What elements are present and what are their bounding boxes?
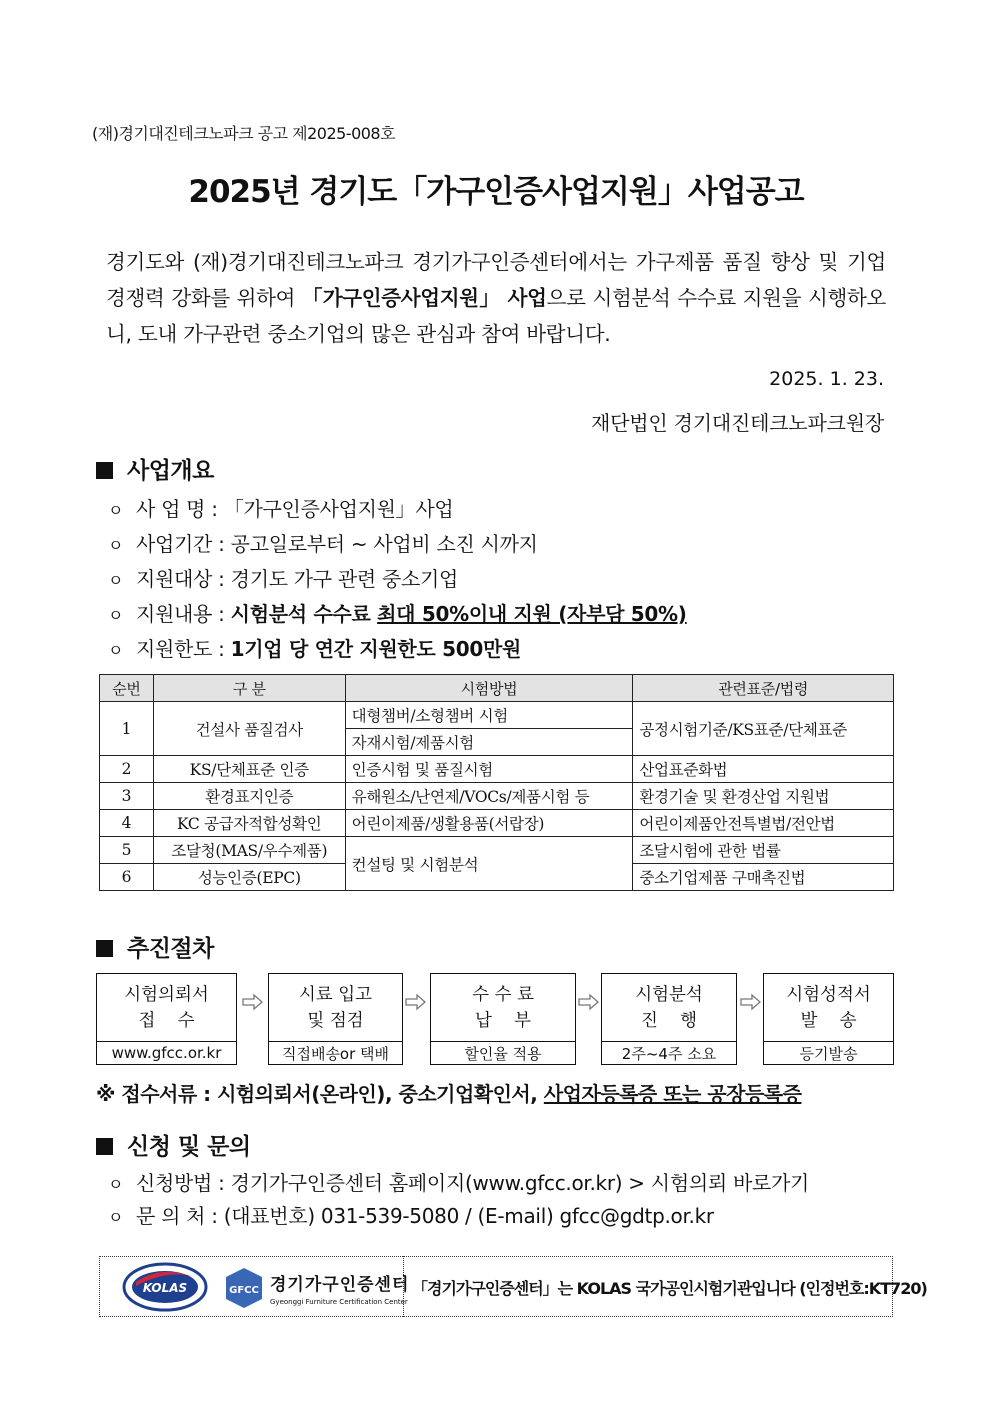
circle-bullet-icon: ㅇ [108,536,124,555]
square-bullet-icon [96,1138,113,1155]
cell-method: 대형챔버/소형챔버 시험 [345,702,633,729]
cell-no: 2 [100,756,154,783]
step-sub: www.gfcc.or.kr [111,1044,222,1062]
page-title: 2025년 경기도「가구인증사업지원」사업공고 [188,174,804,210]
table-row [100,783,894,810]
item-label: 지원내용 [136,602,213,626]
issuer: 재단법인 경기대진테크노파크원장 [591,411,884,435]
step-title: 시험분석 [635,984,703,1005]
cell-category: 건설사 품질검사 [153,702,345,756]
cell-standard: 중소기업제품 구매촉진법 [633,864,894,891]
square-bullet-icon [96,462,113,479]
announcement-date: 2025. 1. 23. [769,368,884,390]
note-underline: 사업자등록증 또는 공장등록증 [543,1082,802,1106]
colon: : [218,1171,225,1195]
cell-category: 환경표지인증 [153,783,345,810]
section-heading-contact [96,1128,251,1161]
cell-category: 성능인증(EPC) [153,864,345,891]
overview-item-name [108,493,453,522]
procedure-step-2 [268,973,403,1065]
circle-bullet-icon: ㅇ [108,1175,124,1194]
step-title-2: 진 행 [640,1010,698,1031]
circle-bullet-icon: ㅇ [108,571,124,590]
cell-category: KC 공급자적합성확인 [153,810,345,837]
cell-method: 어린이제품/생활용품(서랍장) [345,810,633,837]
section-title: 추진절차 [127,936,214,962]
step-title-2: 납 부 [474,1010,532,1031]
overview-item-target [108,563,458,592]
intro-bold: 「가구인증사업지원」 사업 [301,286,547,310]
required-documents-note [96,1078,801,1107]
circle-bullet-icon: ㅇ [108,641,124,660]
table-row [100,702,894,729]
table-row [100,756,894,783]
cell-category: KS/단체표준 인증 [153,756,345,783]
contact-item-inquiry [108,1200,714,1229]
item-label: 신청방법 [136,1171,213,1195]
cell-no: 6 [100,864,154,891]
cell-category: 조달청(MAS/우수제품) [153,837,345,864]
table-row [100,837,894,864]
cell-standard: 환경기술 및 환경산업 지원법 [633,783,894,810]
cell-method: 자재시험/제품시험 [345,729,633,756]
step-sub: 2주~4주 소요 [621,1044,717,1063]
arrow-right-icon [405,993,427,1011]
cell-no: 3 [100,783,154,810]
circle-bullet-icon: ㅇ [108,606,124,625]
step-title-2: 및 점검 [307,1010,364,1031]
colon: : [211,497,218,521]
cell-no: 1 [100,702,154,756]
col-header-method: 시험방법 [345,675,633,702]
item-value: 경기가구인증센터 홈페이지(www.gfcc.or.kr) > 시험의뢰 바로가기 [230,1171,810,1195]
gfcc-logo-icon [222,1266,266,1310]
cell-standard: 어린이제품안전특별법/전안법 [633,810,894,837]
step-sub: 할인율 적용 [464,1044,542,1063]
cell-standard: 조달시험에 관한 법률 [633,837,894,864]
cell-standard: 산업표준화법 [633,756,894,783]
col-header-no: 순번 [100,675,154,702]
item-value-underline: 최대 50%이내 지원 (자부담 50%) [377,602,687,626]
step-title-2: 발 송 [800,1010,857,1031]
circle-bullet-icon: ㅇ [108,501,124,520]
kolas-statement: 「경기가구인증센터」는 KOLAS 국가공인시험기관입니다 (인정번호:KT720) [412,1279,927,1298]
step-title: 수 수 료 [472,984,534,1005]
item-label: 문 의 처 [136,1204,206,1228]
item-value-bold: 1기업 당 연간 지원한도 500만원 [230,637,522,661]
item-value: 「가구인증사업지원」사업 [223,497,454,521]
intro-text-2: 으로 시험분석 수수료 지원을 시행하오니, 도내 가구관련 중소기업의 많은 관심과 참여 바랍니다. [106,286,886,346]
colon: : [218,532,225,556]
note-text: ※ 접수서류 : 시험의뢰서(온라인), 중소기업확인서, [96,1082,544,1106]
circle-bullet-icon: ㅇ [108,1208,124,1227]
colon: : [218,567,225,591]
colon: : [218,637,225,661]
cell-method: 유해원소/난연제/VOCs/제품시험 등 [345,783,633,810]
arrow-right-icon [740,993,762,1011]
procedure-step-5 [763,973,894,1065]
section-heading-procedure [96,930,214,963]
step-sub: 등기발송 [799,1044,858,1063]
col-header-standard: 관련표준/법령 [633,675,894,702]
item-label: 사 업 명 [136,497,206,521]
item-value: (대표번호) 031-539-5080 / (E-mail) gfcc@gdtp.or.kr [223,1204,714,1228]
item-label: 지원한도 [136,637,213,661]
kolas-logo-icon [122,1262,208,1312]
overview-item-period [108,528,538,557]
cell-no: 4 [100,810,154,837]
overview-item-limit [108,633,521,662]
col-header-category: 구 분 [153,675,345,702]
section-heading-overview [96,452,214,485]
square-bullet-icon [96,940,113,957]
standards-table [99,674,894,891]
cell-standard: 공정시험기준/KS표준/단체표준 [633,702,894,756]
table-header-row [100,675,894,702]
gfcc-subtitle: Gyeonggi Furniture Certification Center [270,1298,408,1306]
arrow-right-icon [578,993,600,1011]
item-value: 경기도 가구 관련 중소기업 [230,567,459,591]
cell-no: 5 [100,837,154,864]
contact-item-apply [108,1167,809,1196]
gfcc-name: 경기가구인증센터 [270,1275,410,1295]
item-label: 사업기간 [136,532,213,556]
cell-method: 인증시험 및 품질시험 [345,756,633,783]
procedure-step-3 [430,973,576,1065]
intro-text-1: 경기도와 (재)경기대진테크노파크 경기가구인증센터에서는 가구제품 품질 향상 및 기업 경쟁력 강화를 위하여 [106,250,886,310]
arrow-right-icon [242,993,264,1011]
overview-item-content [108,598,687,627]
step-title-2: 접 수 [138,1010,195,1031]
step-sub: 직접배송or 택배 [281,1044,390,1063]
procedure-step-4 [601,973,737,1065]
step-title: 시험성적서 [786,984,871,1005]
step-title: 시험의뢰서 [124,984,209,1005]
section-title: 사업개요 [127,458,214,484]
svg-text:KOLAS: KOLAS [142,1281,188,1295]
procedure-step-1 [96,973,237,1065]
section-title: 신청 및 문의 [127,1134,251,1160]
svg-text:GFCC: GFCC [229,1285,259,1296]
notice-number: (재)경기대진테크노파크 공고 제2025-008호 [92,124,396,143]
cell-method: 컨설팅 및 시험분석 [345,837,633,891]
item-label: 지원대상 [136,567,213,591]
colon: : [218,602,225,626]
item-value: 공고일로부터 ~ 사업비 소진 시까지 [230,532,538,556]
item-value-bold: 시험분석 수수료 [230,602,378,626]
intro-paragraph [106,244,886,352]
step-title: 시료 입고 [298,984,373,1005]
table-row [100,810,894,837]
colon: : [211,1204,218,1228]
